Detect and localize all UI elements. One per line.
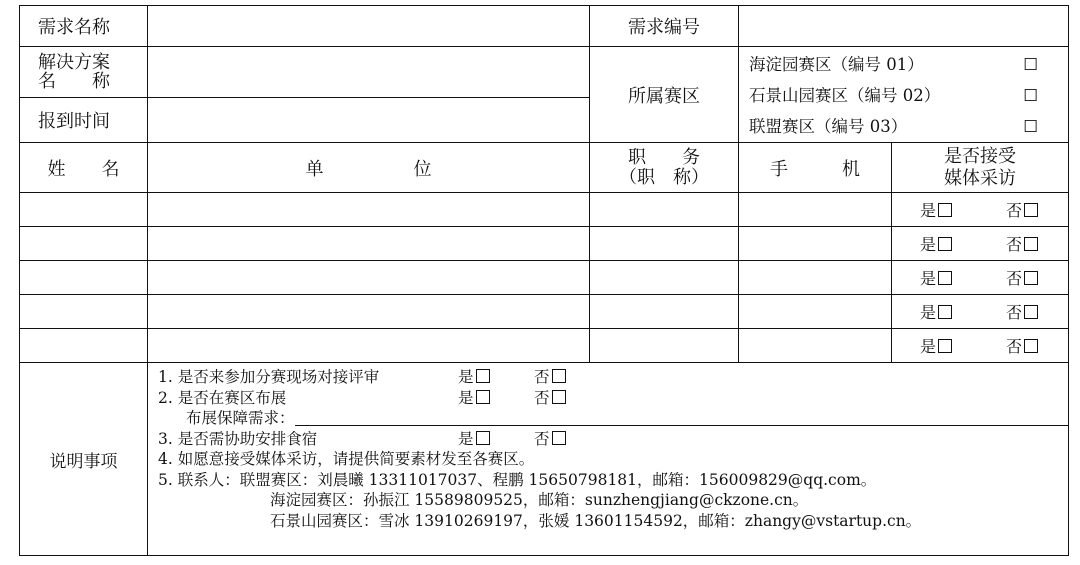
zone-option-label: 石景山园赛区（编号 02） [749, 86, 941, 105]
checkbox[interactable]: ☐ [1023, 55, 1038, 74]
checkbox[interactable] [1024, 339, 1038, 353]
zone-option-shijingshan[interactable] [739, 80, 1068, 111]
no-option[interactable]: 否 [1006, 300, 1038, 323]
col-media-line2: 媒体采访 [944, 167, 1016, 189]
col-position-line1: 职 务 [628, 146, 700, 168]
checkbox[interactable] [938, 271, 952, 285]
name-cell[interactable] [20, 261, 148, 295]
no-option[interactable]: 否 [1006, 266, 1038, 289]
checkbox[interactable] [476, 369, 490, 383]
position-cell[interactable] [590, 227, 739, 261]
notes-row [20, 363, 1069, 556]
col-position-header [590, 143, 739, 193]
booth-requirement-field[interactable] [295, 408, 1068, 426]
position-cell[interactable] [590, 329, 739, 363]
unit-cell[interactable] [148, 193, 590, 227]
col-media-line1: 是否接受 [944, 145, 1016, 167]
demand-name-label: 需求名称 [20, 6, 148, 47]
notes-content [148, 363, 1069, 556]
checkbox[interactable] [552, 390, 566, 404]
solution-name-label-line2: 名 称 [38, 71, 110, 92]
col-name-header: 姓 名 [20, 143, 148, 193]
no-option[interactable]: 否 [534, 388, 566, 409]
media-cell [892, 295, 1069, 329]
position-cell[interactable] [590, 193, 739, 227]
phone-cell[interactable] [739, 227, 892, 261]
position-cell[interactable] [590, 261, 739, 295]
phone-cell[interactable] [739, 261, 892, 295]
name-cell[interactable] [20, 295, 148, 329]
yes-option[interactable]: 是 [920, 266, 952, 289]
no-option[interactable]: 否 [534, 429, 566, 450]
notes-label: 说明事项 [20, 363, 148, 556]
checkbox[interactable] [938, 203, 952, 217]
yes-option[interactable]: 是 [458, 367, 534, 388]
checkbox[interactable] [1024, 237, 1038, 251]
unit-cell[interactable] [148, 295, 590, 329]
table-row [20, 261, 1069, 295]
checkbox[interactable] [938, 237, 952, 251]
no-option[interactable]: 否 [1006, 334, 1038, 357]
checkbox[interactable]: ☐ [1023, 117, 1038, 136]
demand-name-field[interactable] [148, 6, 590, 47]
unit-cell[interactable] [148, 261, 590, 295]
name-cell[interactable] [20, 329, 148, 363]
note-item-2-sub: 布展保障需求： [158, 408, 1068, 429]
form-table [19, 5, 1069, 556]
unit-cell[interactable] [148, 227, 590, 261]
solution-row [20, 47, 1069, 98]
column-header-row [20, 143, 1069, 193]
register-time-field[interactable] [148, 98, 590, 143]
phone-cell[interactable] [739, 329, 892, 363]
zone-option-label: 海淀园赛区（编号 01） [749, 55, 924, 74]
position-cell[interactable] [590, 295, 739, 329]
media-cell [892, 329, 1069, 363]
note-item-5-haidian: 海淀园赛区：孙振江 15589809525，邮箱：sunzhengjiang@ckzone.cn。 [270, 491, 809, 509]
yes-option[interactable]: 是 [920, 334, 952, 357]
checkbox[interactable] [1024, 271, 1038, 285]
no-option[interactable]: 否 [534, 367, 566, 388]
zone-option-alliance[interactable] [739, 111, 1068, 142]
solution-name-field[interactable] [148, 47, 590, 98]
zone-option-haidian[interactable] [739, 49, 1068, 80]
zone-option-label: 联盟赛区（编号 03） [749, 117, 908, 136]
zone-label: 所属赛区 [590, 47, 739, 143]
media-cell [892, 261, 1069, 295]
zone-options [739, 47, 1069, 143]
no-option[interactable]: 否 [1006, 232, 1038, 255]
table-row [20, 295, 1069, 329]
no-option[interactable]: 否 [1006, 198, 1038, 221]
checkbox[interactable] [1024, 305, 1038, 319]
media-cell [892, 193, 1069, 227]
checkbox[interactable] [1024, 203, 1038, 217]
yes-option[interactable]: 是 [458, 388, 534, 409]
col-position-line2: （职 称） [619, 166, 709, 188]
col-phone-header: 手 机 [739, 143, 892, 193]
table-row [20, 193, 1069, 227]
solution-name-label [20, 47, 148, 98]
phone-cell[interactable] [739, 295, 892, 329]
note-item-3: 3. 是否需协助安排食宿 是 否 [158, 429, 1068, 450]
checkbox[interactable] [476, 390, 490, 404]
name-cell[interactable] [20, 227, 148, 261]
demand-no-label: 需求编号 [590, 6, 739, 47]
unit-cell[interactable] [148, 329, 590, 363]
note-item-1: 1. 是否来参加分赛现场对接评审 是 否 [158, 367, 1068, 388]
yes-option[interactable]: 是 [920, 300, 952, 323]
checkbox[interactable] [552, 369, 566, 383]
checkbox[interactable] [938, 339, 952, 353]
yes-option[interactable]: 是 [920, 232, 952, 255]
note-item-2: 2. 是否在赛区布展 是 否 [158, 388, 1068, 409]
demand-row [20, 6, 1069, 47]
solution-name-label-line1: 解决方案 [38, 52, 110, 73]
col-media-header [892, 143, 1069, 193]
checkbox[interactable] [938, 305, 952, 319]
demand-no-field[interactable] [739, 6, 1069, 47]
registration-form [19, 5, 1068, 558]
checkbox[interactable] [552, 431, 566, 445]
note-item-4: 4. 如愿意接受媒体采访，请提供简要素材发至各赛区。 [158, 450, 535, 468]
yes-option[interactable]: 是 [920, 198, 952, 221]
note-item-5-shijingshan: 石景山园赛区：雪冰 13910269197，张媛 13601154592，邮箱：zhangy@vstartup.cn。 [270, 511, 922, 530]
note-item-5-alliance: 5. 联系人：联盟赛区：刘晨曦 13311017037、程鹏 15650798181，邮箱：156009829@qq.com。 [158, 470, 877, 489]
checkbox[interactable]: ☐ [1023, 86, 1038, 105]
yes-option[interactable]: 是 [458, 429, 534, 450]
col-unit-header: 单 位 [148, 143, 590, 193]
table-row [20, 227, 1069, 261]
name-cell[interactable] [20, 193, 148, 227]
register-time-label: 报到时间 [20, 98, 148, 143]
checkbox[interactable] [476, 431, 490, 445]
phone-cell[interactable] [739, 193, 892, 227]
table-row [20, 329, 1069, 363]
media-cell [892, 227, 1069, 261]
